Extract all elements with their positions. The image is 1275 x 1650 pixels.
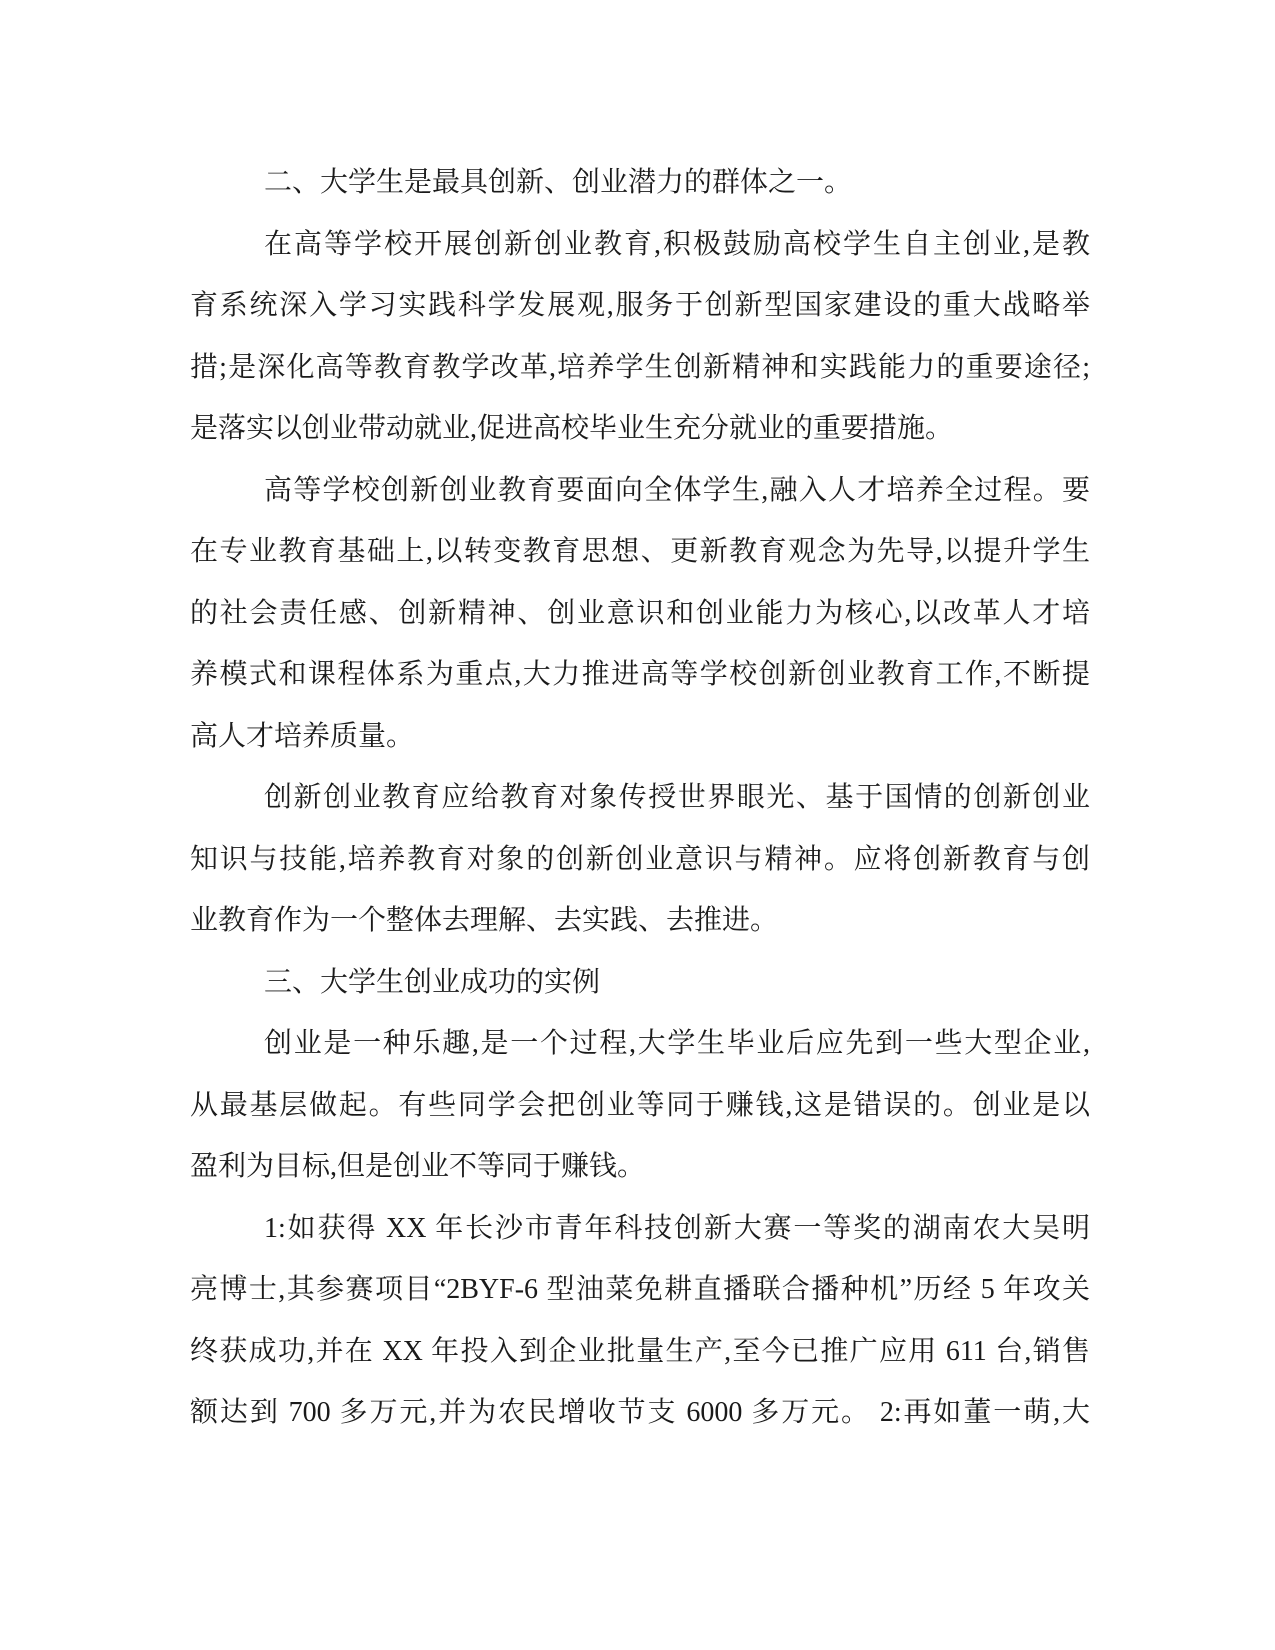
text-line: 终获成功,并在 XX 年投入到企业批量生产,至今已推广应用 611 台,销售 bbox=[190, 1335, 1090, 1367]
text-line: 二、大学生是最具创新、创业潜力的群体之一。 bbox=[264, 167, 853, 198]
text-line: 是落实以创业带动就业,促进高校毕业生充分就业的重要措施。 bbox=[190, 413, 954, 444]
text-line: 知识与技能,培养教育对象的创新创业意识与精神。应将创新教育与创 bbox=[190, 843, 1090, 875]
text-line: 的社会责任感、创新精神、创业意识和创业能力为核心,以改革人才培 bbox=[190, 597, 1090, 629]
text-line: 高人才培养质量。 bbox=[190, 720, 415, 752]
text-line: 亮博士,其参赛项目“2BYF-6 型油菜免耕直播联合播种机”历经 5 年攻关 bbox=[190, 1274, 1090, 1305]
text-line: 额达到 700 多万元,并为农民增收节支 6000 多万元。 2:再如董一萌,大 bbox=[190, 1397, 1090, 1428]
text-line: 从最基层做起。有些同学会把创业等同于赚钱,这是错误的。创业是以 bbox=[190, 1089, 1090, 1121]
document-body bbox=[190, 152, 1090, 1444]
paragraph bbox=[190, 214, 1090, 460]
section-heading bbox=[190, 952, 1090, 1014]
paragraph bbox=[190, 1198, 1090, 1444]
section-heading bbox=[190, 152, 1090, 214]
paragraph bbox=[190, 767, 1090, 952]
text-line: 盈利为目标,但是创业不等同于赚钱。 bbox=[190, 1151, 646, 1182]
text-line: 创业是一种乐趣,是一个过程,大学生毕业后应先到一些大型企业, bbox=[264, 1028, 1090, 1059]
paragraph bbox=[190, 1013, 1090, 1198]
text-line: 在专业教育基础上,以转变教育思想、更新教育观念为先导,以提升学生 bbox=[190, 536, 1090, 567]
text-line: 创新创业教育应给教育对象传授世界眼光、基于国情的创新创业 bbox=[264, 782, 1090, 813]
text-line: 养模式和课程体系为重点,大力推进高等学校创新创业教育工作,不断提 bbox=[190, 659, 1090, 690]
text-line: 在高等学校开展创新创业教育,积极鼓励高校学生自主创业,是教 bbox=[264, 228, 1090, 260]
text-line: 1:如获得 XX 年长沙市青年科技创新大赛一等奖的湖南农大吴明 bbox=[264, 1212, 1090, 1244]
paragraph bbox=[190, 460, 1090, 768]
text-line: 三、大学生创业成功的实例 bbox=[264, 966, 601, 998]
text-line: 育系统深入学习实践科学发展观,服务于创新型国家建设的重大战略举 bbox=[190, 290, 1090, 321]
text-line: 措;是深化高等教育教学改革,培养学生创新精神和实践能力的重要途径; bbox=[190, 351, 1090, 383]
text-line: 业教育作为一个整体去理解、去实践、去推进。 bbox=[190, 905, 779, 936]
text-line: 高等学校创新创业教育要面向全体学生,融入人才培养全过程。要 bbox=[264, 474, 1090, 506]
